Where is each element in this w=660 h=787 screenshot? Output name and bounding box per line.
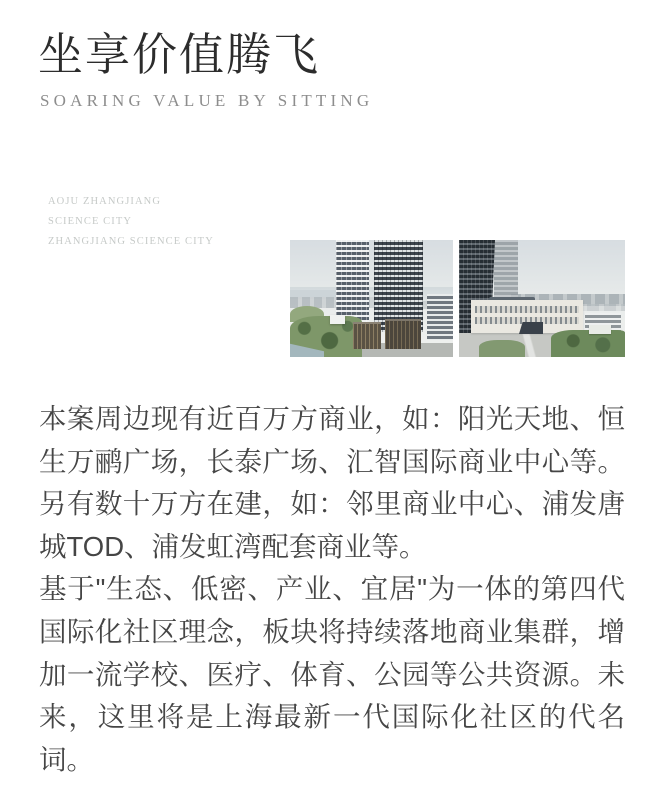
watermark — [48, 192, 214, 252]
left-photo-pavilion — [330, 315, 345, 324]
paragraph-community: 基于"生态、低密、产业、宜居"为一体的第四代国际化社区理念，板块将持续落地商业集群，增加一流学校、医疗、体育、公园等公共资源。未来，这里将是上海最新一代国际化社区的代名词。 — [39, 573, 625, 775]
aerial-rendering-left — [290, 240, 453, 357]
body-text — [39, 398, 625, 781]
right-photo-low-building — [589, 325, 611, 334]
rendering-gallery — [290, 240, 625, 357]
right-photo-trees — [551, 330, 625, 357]
watermark-line: AOJU ZHANGJIANG — [48, 196, 162, 207]
right-photo-trees-small — [479, 340, 525, 357]
page-subtitle: SOARING VALUE BY SITTING — [40, 91, 374, 110]
watermark-line: SCIENCE CITY — [48, 216, 133, 227]
left-photo-tower-a — [336, 240, 369, 323]
right-photo-tower-back — [494, 240, 518, 298]
watermark-line: ZHANGJIANG SCIENCE CITY — [48, 236, 214, 247]
aerial-rendering-right — [459, 240, 625, 357]
left-photo-podium-a — [353, 322, 381, 349]
left-photo-podium-b — [385, 319, 421, 349]
paragraph-commercial: 本案周边现有近百万方商业，如：阳光天地、恒生万鹂广场，长泰广场、汇智国际商业中心等。另有数十万方在建，如：邻里商业中心、浦发唐城TOD、浦发虹湾配套商业等。 — [39, 403, 625, 562]
left-photo-midrise — [427, 294, 453, 340]
right-photo-mall-windows-upper — [475, 306, 579, 313]
right-photo-mall-entrance — [519, 322, 543, 334]
page-title: 坐享价值腾飞 — [38, 30, 321, 80]
